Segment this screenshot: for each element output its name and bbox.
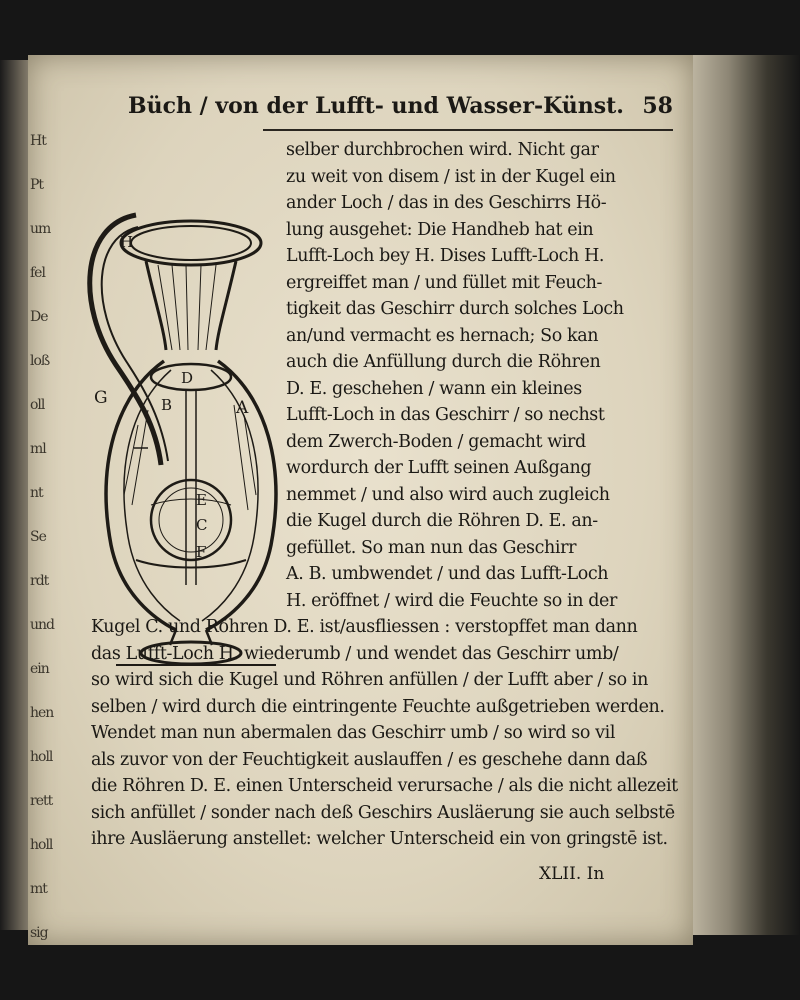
text-line: nemmet / und also wird auch zugleich	[286, 484, 610, 505]
text-line: H. eröffnet / wird die Feuchte so in der	[286, 590, 617, 611]
jug-illustration	[76, 165, 301, 670]
text-line: lung ausgehet: Die Handheb hat ein	[286, 219, 594, 240]
bleed-through-fragment: holl	[30, 837, 53, 853]
bleed-through-fragment: hen	[30, 705, 54, 721]
bleed-through-fragment: mt	[30, 881, 47, 897]
book-binding-right	[690, 55, 800, 935]
bleed-through-fragment: fel	[30, 265, 45, 281]
figure-label-b: B	[161, 396, 173, 414]
figure-label-a: A	[236, 398, 249, 418]
text-line: selben / wird durch die eintringente Feuchte außgetrieben werden.	[91, 696, 665, 717]
figure-label-d: D	[181, 369, 194, 387]
right-column-text	[286, 137, 624, 614]
bleed-through-fragment: ein	[30, 661, 49, 677]
text-line: an/und vermacht es hernach; So kan	[286, 325, 599, 346]
text-line: als zuvor von der Feuchtigkeit auslauffen / es geschehe dann daß	[91, 749, 648, 770]
text-line: die Kugel durch die Röhren D. E. an-	[286, 511, 598, 531]
header-rule	[263, 129, 673, 131]
figure-label-e: E	[196, 491, 207, 509]
book-page	[28, 55, 693, 945]
text-line: Wendet man nun abermalen das Geschirr umb / so wird so vil	[91, 723, 616, 743]
text-line: Kugel C. und Röhren D. E. ist/ausfliessen : verstopffet man dann	[91, 617, 638, 637]
running-header	[128, 93, 673, 123]
text-line: sich anfüllet / sonder nach deß Geschirs Ausläerung sie auch selbstē	[91, 802, 675, 823]
text-line: so wird sich die Kugel und Röhren anfüllen / der Lufft aber / so in	[91, 670, 648, 690]
running-header-title: Büch / von der Lufft- und Wasser-Künst.	[128, 93, 624, 119]
text-line: D. E. geschehen / wann ein kleines	[286, 378, 582, 399]
text-line: Lufft-Loch bey H. Dises Lufft-Loch H.	[286, 246, 605, 266]
bleed-through-fragment: Pt	[30, 177, 44, 193]
text-line: zu weit von disem / ist in der Kugel ein	[286, 166, 616, 187]
text-line: gefüllet. So man nun das Geschirr	[286, 537, 577, 558]
text-line: selber durchbrochen wird. Nicht gar	[286, 140, 599, 160]
catchword-signature: XLII. In	[539, 864, 605, 884]
text-line: die Röhren D. E. einen Unterscheid verursache / als die nicht allezeit	[91, 776, 678, 796]
bleed-through-fragment: rdt	[30, 573, 49, 589]
text-line: A. B. umbwendet / und das Lufft-Loch	[286, 564, 609, 584]
bleed-through-fragment: Ht	[30, 133, 46, 149]
bleed-through-fragment: De	[30, 309, 48, 325]
text-line: dem Zwerch-Boden / gemacht wird	[286, 431, 586, 452]
bleed-through-fragment: nt	[30, 485, 43, 501]
bleed-through-fragment: holl	[30, 749, 53, 765]
text-line: ergreiffet man / und füllet mit Feuch-	[286, 272, 603, 293]
bleed-through-fragment: um	[30, 221, 51, 237]
text-line: Lufft-Loch in das Geschirr / so nechst	[286, 405, 605, 425]
figure-label-h: H	[120, 233, 134, 251]
bleed-through-fragment: rett	[30, 793, 53, 809]
bleed-through-fragment: oll	[30, 397, 45, 413]
text-line: wordurch der Lufft seinen Außgang	[286, 458, 592, 478]
bleed-through-fragment: und	[30, 617, 54, 633]
text-line: tigkeit das Geschirr durch solches Loch	[286, 299, 624, 319]
text-line: auch die Anfüllung durch die Röhren	[286, 352, 601, 372]
page-number: 58	[642, 93, 673, 119]
bleed-through-fragment: Se	[30, 529, 46, 545]
bleed-through-fragment: ml	[30, 441, 46, 457]
bleed-through-fragment: sig	[30, 925, 48, 941]
text-line: ander Loch / das in des Geschirrs Hö-	[286, 193, 607, 213]
full-width-text	[91, 614, 678, 853]
bleed-through-fragment: loß	[30, 353, 50, 369]
figure-label-f: F	[196, 543, 207, 561]
figure-label-c: C	[196, 516, 208, 534]
figure-label-g: G	[94, 388, 108, 408]
text-line: das Lufft-Loch H. wiederumb / und wendet das Geschirr umb/	[91, 643, 619, 664]
text-line: ihre Ausläerung anstellet: welcher Unterscheid ein von gringstē ist.	[91, 829, 668, 849]
